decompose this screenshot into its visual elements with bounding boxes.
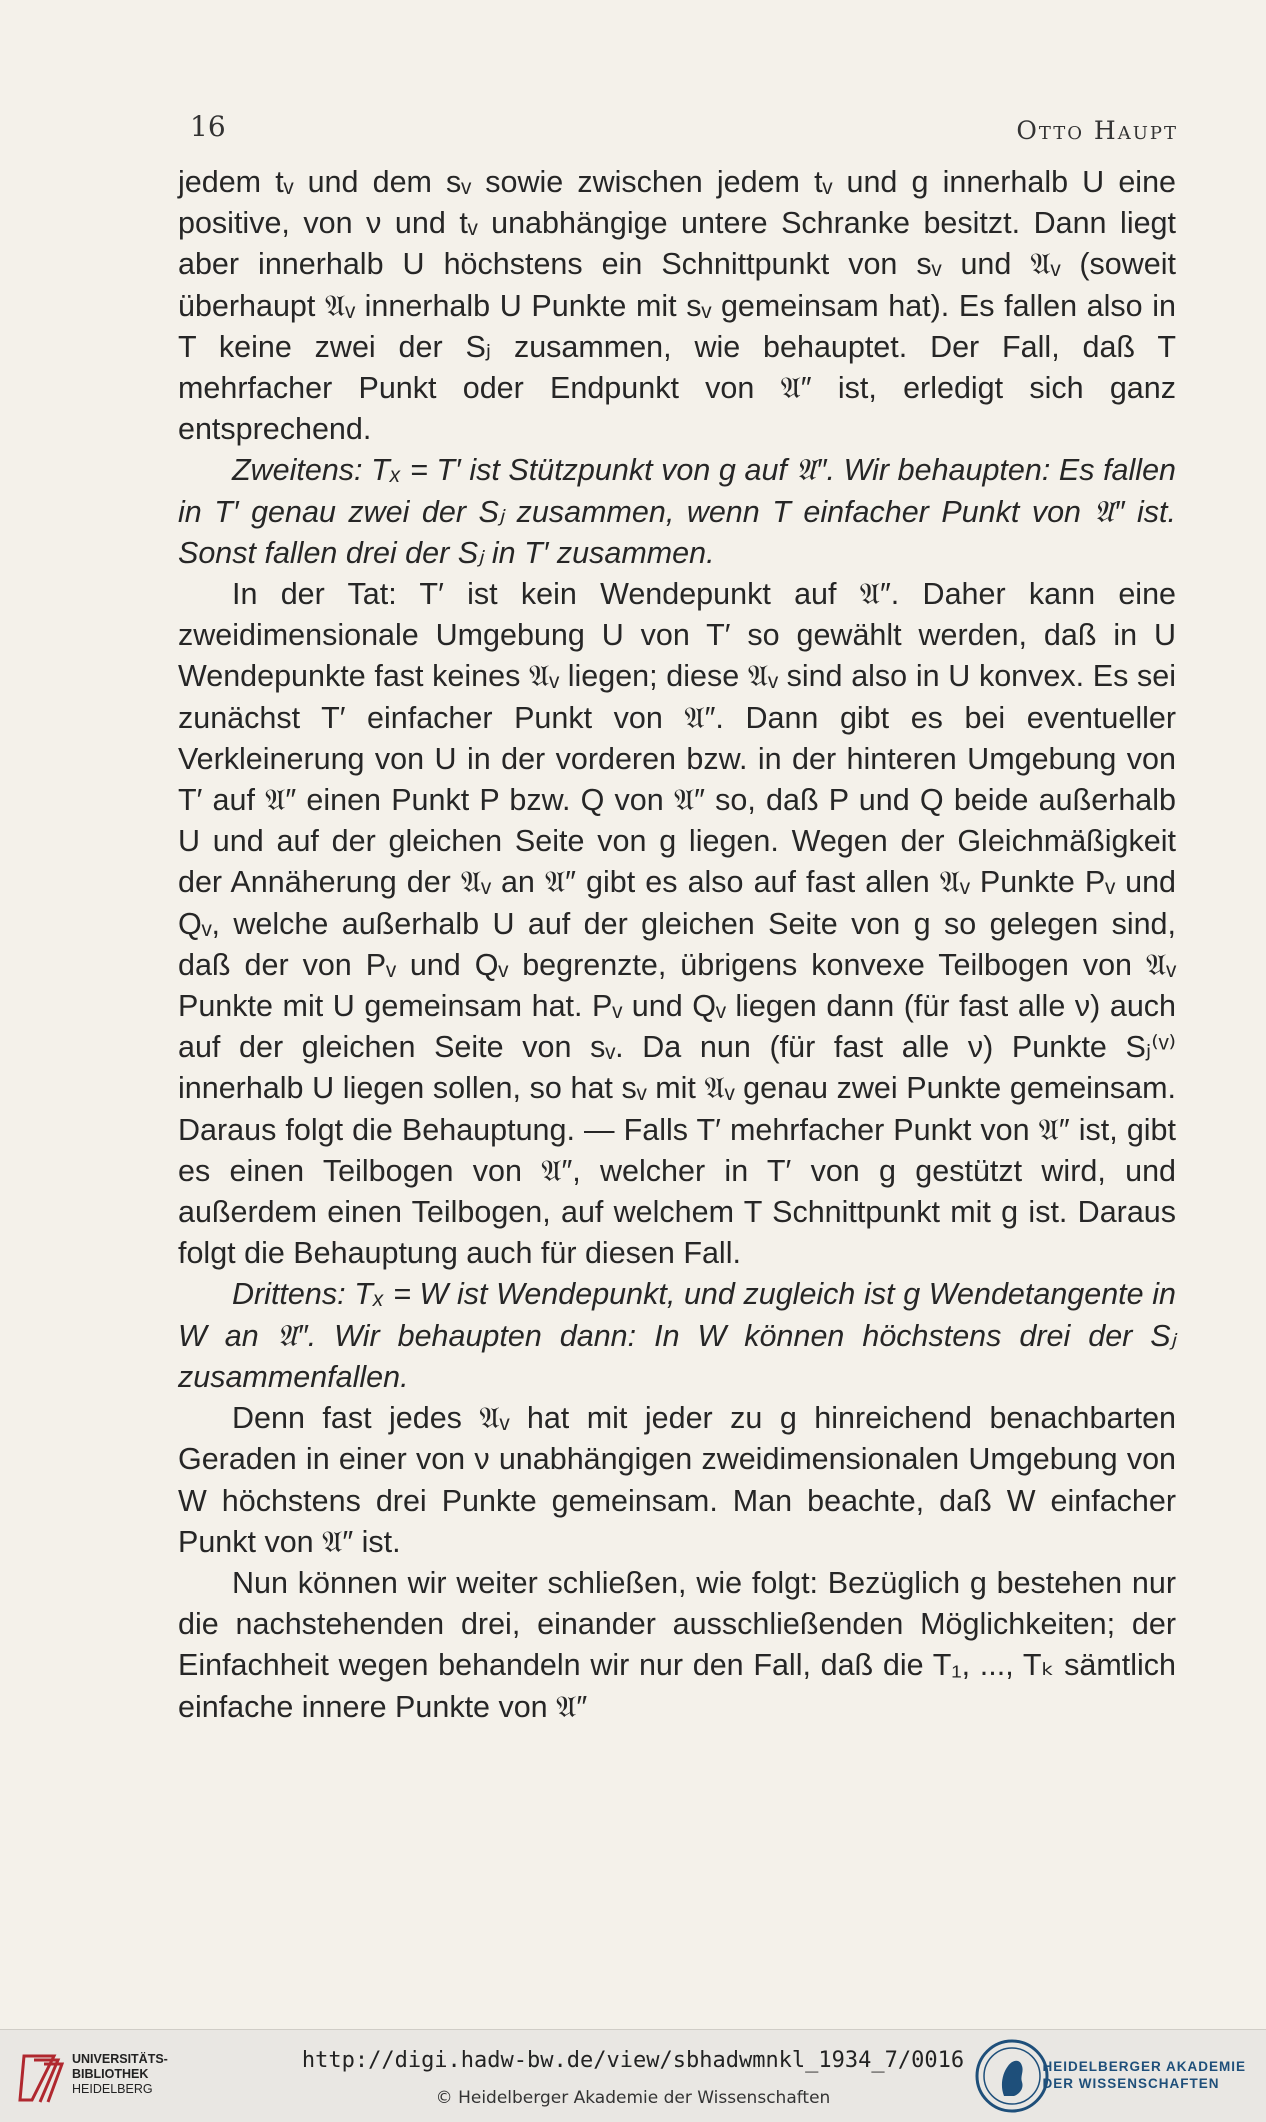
paragraph: jedem tᵥ und dem sᵥ sowie zwischen jedem tᵥ und g innerhalb U eine positive, von ν und tᵥ unabhängige untere Schranke besitzt. Dann liegt aber innerhalb U höchstens ein Schnittpunkt von sᵥ und 𝔄ᵥ (soweit überhaupt 𝔄ᵥ innerhalb U Punkte mit sᵥ gemeinsam hat). Es fallen also in T keine zwei der Sⱼ zusammen, wie behauptet. Der Fall, daß T mehrfacher Punkt oder Endpunkt von 𝔄″ ist, erledigt sich ganz entsprechend.	[178, 165, 1176, 447]
copyright-notice: © Heidelberger Akademie der Wissenschaften	[435, 2088, 831, 2108]
paragraph: Nun können wir weiter schließen, wie folgt: Bezüglich g bestehen nur die nachstehenden drei, einander ausschließenden Möglichkeiten; der Einfachheit wegen behandeln wir nur den Fall, daß die T₁, ..., Tₖ sämtlich einfache innere Punkte von 𝔄″	[178, 1565, 1176, 1724]
paragraph: Denn fast jedes 𝔄ᵥ hat mit jeder zu g hinreichend benachbarten Geraden in einer von ν unabhängigen zweidimensionalen Umgebung von W höchstens drei Punkte gemeinsam. Man beachte, daß W einfacher Punkt von 𝔄″ ist.	[178, 1401, 1176, 1559]
academy-seal-icon	[974, 2038, 1050, 2114]
academy-name: HEIDELBERGER AKADEMIE DER WISSENSCHAFTEN	[1042, 2059, 1246, 2091]
university-library-name: UNIVERSITÄTS- BIBLIOTHEK HEIDELBERG	[72, 2052, 168, 2096]
body-text	[178, 162, 1176, 1728]
source-url-link[interactable]: http://digi.hadw-bw.de/view/sbhadwmnkl_1934_7/0016	[301, 2048, 965, 2073]
page-number: 16	[190, 110, 226, 143]
page-header	[190, 110, 1178, 150]
paragraph: Zweitens: Tₓ = T′ ist Stützpunkt von g auf 𝔄″. Wir behaupten: Es fallen in T′ genau zwei der Sⱼ zusammen, wenn T einfacher Punkt von 𝔄″ ist. Sonst fallen drei der Sⱼ in T′ zusammen.	[178, 453, 1176, 570]
paragraph: Drittens: Tₓ = W ist Wendepunkt, und zugleich ist g Wendetangente in W an 𝔄″. Wir behaupten dann: In W können höchstens drei der Sⱼ zusammenfallen.	[178, 1277, 1176, 1394]
running-head: Otto Haupt	[1016, 116, 1178, 145]
footer-bar	[0, 2029, 1266, 2122]
paragraph: In der Tat: T′ ist kein Wendepunkt auf 𝔄″. Daher kann eine zweidimensionale Umgebung U von T′ so gewählt werden, daß in U Wendepunkte fast keines 𝔄ᵥ liegen; diese 𝔄ᵥ sind also in U konvex. Es sei zunächst T′ einfacher Punkt von 𝔄″. Dann gibt es bei eventueller Verkleinerung von U in der vorderen bzw. in der hinteren Umgebung von T′ auf 𝔄″ einen Punkt P bzw. Q von 𝔄″ so, daß P und Q beide außerhalb U und auf der gleichen Seite von g liegen. Wegen der Gleichmäßigkeit der Annäherung der 𝔄ᵥ an 𝔄″ gibt es also auf fast allen 𝔄ᵥ Punkte Pᵥ und Qᵥ, welche außerhalb U auf der gleichen Seite von g so gelegen sind, daß der von Pᵥ und Qᵥ begrenzte, übrigens konvexe Teilbogen von 𝔄ᵥ Punkte mit U gemeinsam hat. Pᵥ und Qᵥ liegen dann (für fast alle ν) auch auf der gleichen Seite von sᵥ. Da nun (für fast alle ν) Punkte Sⱼ⁽ᵛ⁾ innerhalb U liegen sollen, so hat sᵥ mit 𝔄ᵥ genau zwei Punkte gemeinsam. Daraus folgt die Behauptung. — Falls T′ mehrfacher Punkt von 𝔄″ ist, gibt es einen Teilbogen von 𝔄″, welcher in T′ von g gestützt wird, und außerdem einen Teilbogen, auf welchem T Schnittpunkt mit g ist. Daraus folgt die Behauptung auch für diesen Fall.	[178, 577, 1176, 1271]
